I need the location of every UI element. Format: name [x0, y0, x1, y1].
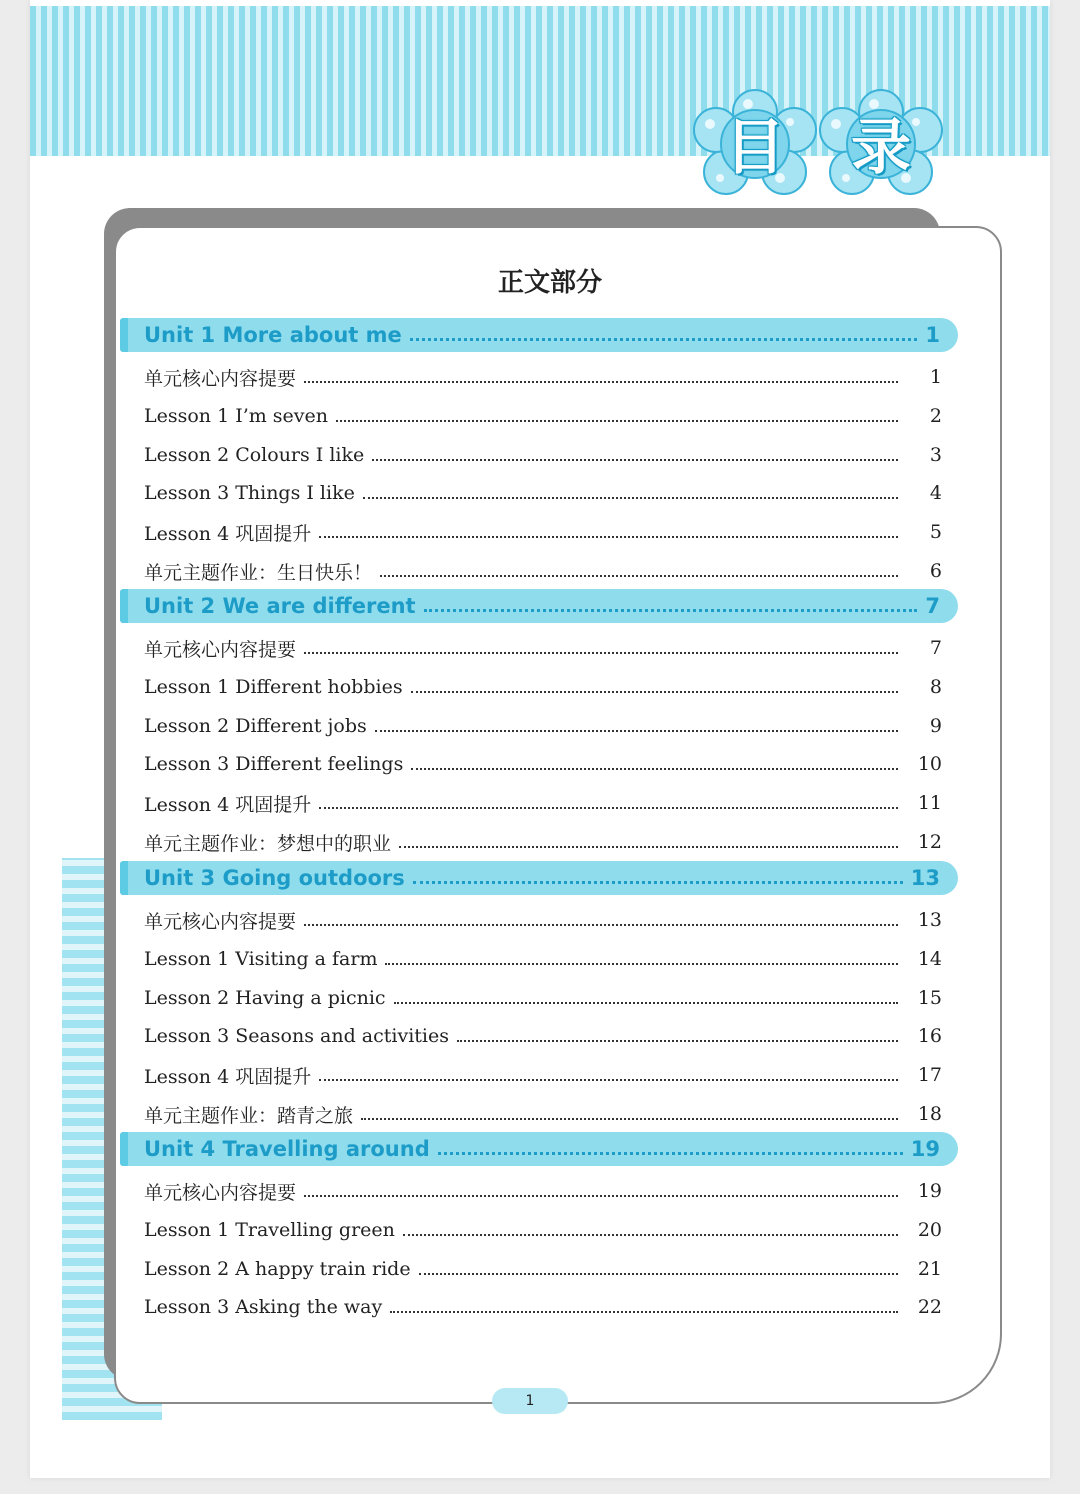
entry-page: 2 — [929, 404, 942, 427]
entry-title: 单元核心内容提要 — [144, 367, 297, 390]
entry-page: 19 — [917, 1180, 942, 1202]
entry-page: 6 — [929, 560, 942, 582]
unit-row-accent — [120, 861, 128, 895]
toc-entry[interactable] — [144, 711, 942, 741]
entry-page: 21 — [917, 1257, 942, 1280]
unit-page: 1 — [925, 323, 940, 347]
entry-page: 1 — [929, 366, 942, 388]
entry-title: Lesson 4 巩固提升 — [144, 1065, 312, 1088]
unit-title: Unit 3 Going outdoors — [144, 866, 405, 890]
dot-leader — [336, 420, 898, 422]
entry-title: Lesson 1 Different hobbies — [144, 675, 403, 698]
unit-page: 13 — [910, 866, 940, 890]
toc-entry[interactable] — [144, 983, 942, 1013]
entry-title: Lesson 3 Asking the way — [144, 1296, 383, 1319]
entry-title: 单元主题作业：踏青之旅 — [144, 1104, 354, 1127]
toc-entry[interactable] — [144, 362, 942, 392]
toc-entry[interactable] — [144, 1292, 942, 1322]
toc-entry[interactable] — [144, 556, 942, 586]
unit-row-accent — [120, 318, 128, 352]
section-heading: 正文部分 — [497, 268, 602, 298]
entry-page: 4 — [929, 482, 942, 505]
dot-leader — [361, 1118, 898, 1120]
entry-title: Lesson 2 Having a picnic — [144, 986, 386, 1009]
entry-title: Lesson 4 巩固提升 — [144, 793, 312, 816]
dot-leader — [399, 846, 898, 848]
entry-title: 单元核心内容提要 — [144, 910, 297, 933]
page-number: 1 — [492, 1388, 568, 1414]
unit-title: Unit 4 Travelling around — [144, 1137, 430, 1161]
dot-leader — [304, 1195, 898, 1197]
entry-page: 5 — [929, 521, 942, 544]
dot-leader — [319, 807, 898, 809]
entry-title: Lesson 1 Visiting a farm — [144, 947, 378, 970]
unit-title: Unit 2 We are different — [144, 594, 416, 618]
dot-leader — [363, 497, 898, 499]
title-char-2: 录 — [851, 113, 911, 183]
dot-leader — [394, 1002, 898, 1004]
entry-page: 15 — [917, 986, 942, 1009]
title-char-1: 目 — [725, 113, 785, 183]
dot-leader — [413, 881, 903, 884]
entry-title: 单元主题作业：梦想中的职业 — [144, 832, 392, 855]
dot-leader — [304, 652, 898, 654]
toc-entry[interactable] — [144, 440, 942, 470]
dot-leader — [419, 1273, 898, 1275]
dot-leader — [372, 459, 898, 461]
entry-title: 单元核心内容提要 — [144, 638, 297, 661]
toc-entry[interactable] — [144, 1254, 942, 1284]
toc-entry[interactable] — [144, 1060, 942, 1090]
toc-entry[interactable] — [144, 1099, 942, 1129]
dot-leader — [411, 691, 898, 693]
entry-title: Lesson 2 Different jobs — [144, 714, 367, 737]
dot-leader — [403, 1234, 898, 1236]
entry-title: Lesson 3 Different feelings — [144, 753, 404, 776]
entry-page: 20 — [917, 1218, 942, 1241]
dot-leader — [319, 536, 898, 538]
toc-entry[interactable] — [144, 401, 942, 431]
entry-page: 14 — [917, 947, 942, 970]
dot-leader — [304, 381, 898, 383]
toc-entry[interactable] — [144, 1021, 942, 1051]
dot-leader — [375, 730, 898, 732]
toc-entry[interactable] — [144, 517, 942, 547]
entry-title: Lesson 4 巩固提升 — [144, 522, 312, 545]
unit-title: Unit 1 More about me — [144, 323, 402, 347]
entry-title: Lesson 3 Seasons and activities — [144, 1025, 449, 1048]
dot-leader — [411, 768, 898, 770]
unit-row[interactable] — [120, 589, 958, 623]
dot-leader — [438, 1152, 903, 1155]
dot-leader — [390, 1311, 898, 1313]
dot-leader — [385, 963, 898, 965]
entry-title: Lesson 3 Things I like — [144, 482, 355, 505]
toc-entry[interactable] — [144, 905, 942, 935]
entry-title: 单元主题作业：生日快乐！ — [144, 561, 373, 584]
entry-page: 7 — [929, 637, 942, 659]
entry-page: 16 — [917, 1025, 942, 1048]
toc-entry[interactable] — [144, 788, 942, 818]
entry-title: Lesson 1 I’m seven — [144, 404, 329, 427]
dot-leader — [424, 609, 918, 612]
toc-entry[interactable] — [144, 478, 942, 508]
unit-row-accent — [120, 1132, 128, 1166]
toc-entry[interactable] — [144, 1215, 942, 1245]
toc-entry[interactable] — [144, 633, 942, 663]
dot-leader — [304, 924, 898, 926]
dot-leader — [410, 338, 918, 341]
dot-leader — [457, 1040, 898, 1042]
unit-row-accent — [120, 589, 128, 623]
entry-page: 12 — [917, 831, 942, 853]
toc-entry[interactable] — [144, 672, 942, 702]
entry-page: 9 — [929, 714, 942, 737]
entry-page: 13 — [917, 909, 942, 931]
entry-title: Lesson 1 Travelling green — [144, 1218, 395, 1241]
toc-entry[interactable] — [144, 944, 942, 974]
unit-row[interactable] — [120, 861, 958, 895]
entry-page: 11 — [917, 792, 942, 815]
entry-title: 单元核心内容提要 — [144, 1181, 297, 1204]
entry-title: Lesson 2 A happy train ride — [144, 1257, 411, 1280]
toc-entry[interactable] — [144, 827, 942, 857]
entry-page: 18 — [917, 1103, 942, 1125]
dot-leader — [319, 1079, 898, 1081]
unit-row[interactable] — [120, 1132, 958, 1166]
entry-page: 22 — [917, 1296, 942, 1319]
unit-page: 19 — [910, 1137, 940, 1161]
entry-page: 10 — [917, 753, 942, 776]
entry-title: Lesson 2 Colours I like — [144, 443, 365, 466]
entry-page: 8 — [929, 675, 942, 698]
entry-page: 3 — [929, 443, 942, 466]
toc-entry[interactable] — [144, 749, 942, 779]
unit-page: 7 — [925, 594, 940, 618]
dot-leader — [380, 575, 898, 577]
toc-entry[interactable] — [144, 1176, 942, 1206]
entry-page: 17 — [917, 1064, 942, 1087]
unit-row[interactable] — [120, 318, 958, 352]
